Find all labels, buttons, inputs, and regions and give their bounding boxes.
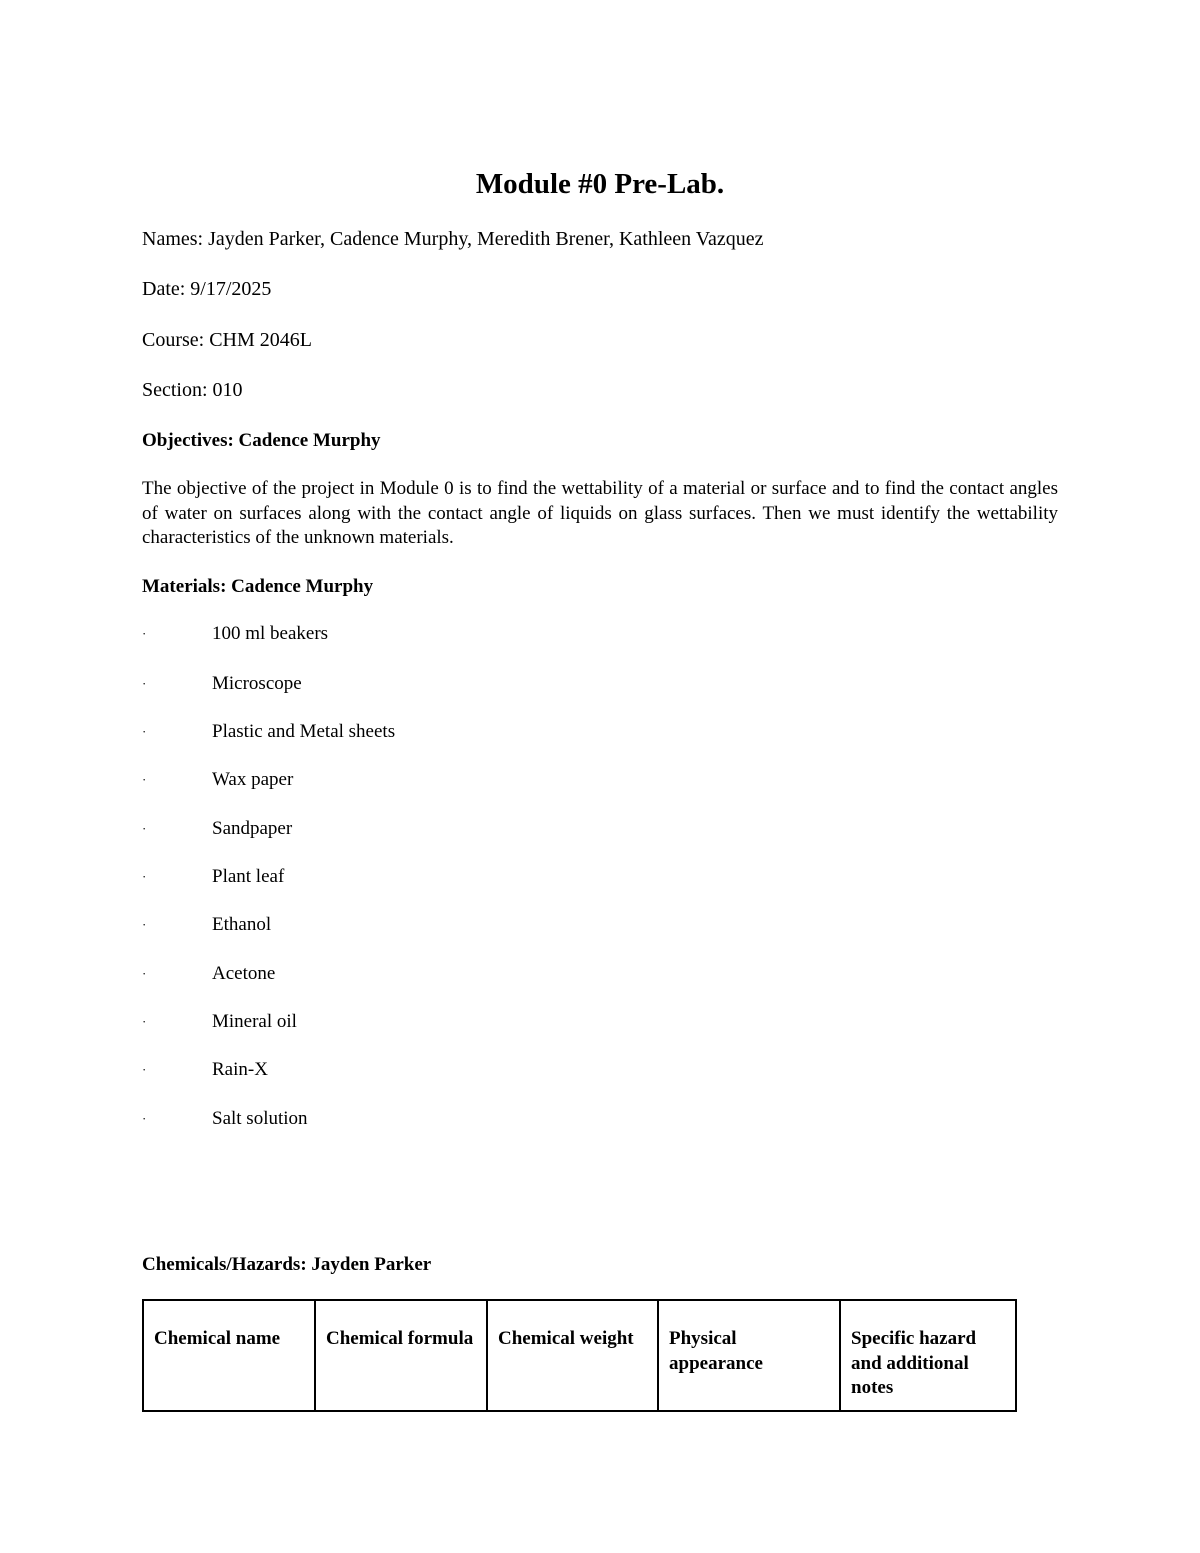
list-item: [142, 622, 328, 646]
list-item: [142, 768, 293, 792]
list-item-label: Salt solution: [212, 1108, 308, 1129]
section-line: Section: 010: [142, 379, 243, 401]
list-item: [142, 865, 284, 889]
list-item: [142, 1107, 308, 1131]
list-item: [142, 672, 302, 696]
column-header-physical-appearance: Physical appearance: [658, 1300, 840, 1411]
page-title: Module #0 Pre-Lab.: [475, 168, 725, 200]
list-item: [142, 962, 275, 986]
column-header-specific-hazard: Specific hazard and additional notes: [840, 1300, 1016, 1411]
bullet-icon: ·: [142, 821, 147, 836]
bullet-icon: ·: [142, 869, 147, 884]
list-item: [142, 913, 271, 937]
materials-heading: Materials: Cadence Murphy: [142, 576, 374, 597]
chemicals-heading: Chemicals/Hazards: Jayden Parker: [142, 1254, 432, 1275]
objectives-paragraph: The objective of the project in Module 0 is to find the wettability of a material or surface and to find the contact angles of water on surfaces along with the contact angle of liquids on glass surfaces. Then we must identify the wettability characteristics of the unknown materials.: [142, 478, 1058, 548]
list-item-label: 100 ml beakers: [212, 623, 329, 644]
list-item-label: Rain-X: [212, 1059, 268, 1080]
column-header-chemical-name: Chemical name: [143, 1300, 315, 1411]
list-item-label: Ethanol: [212, 914, 272, 935]
bullet-icon: ·: [142, 772, 147, 787]
list-item-label: Plant leaf: [212, 866, 285, 887]
column-header-chemical-formula: Chemical formula: [315, 1300, 487, 1411]
bullet-icon: ·: [142, 1111, 147, 1126]
bullet-icon: ·: [142, 626, 147, 641]
date-line: Date: 9/17/2025: [142, 278, 272, 300]
bullet-icon: ·: [142, 676, 147, 691]
list-item-label: Wax paper: [212, 769, 294, 790]
chemicals-table: [142, 1299, 1017, 1412]
list-item-label: Acetone: [212, 963, 276, 984]
list-item: [142, 720, 395, 744]
bullet-icon: ·: [142, 1062, 147, 1077]
bullet-icon: ·: [142, 917, 147, 932]
list-item-label: Sandpaper: [212, 818, 293, 839]
list-item: [142, 817, 292, 841]
bullet-icon: ·: [142, 724, 147, 739]
list-item: [142, 1058, 268, 1082]
bullet-icon: ·: [142, 966, 147, 981]
bullet-icon: ·: [142, 1014, 147, 1029]
objectives-heading: Objectives: Cadence Murphy: [142, 430, 381, 451]
list-item: [142, 1010, 297, 1034]
course-line: Course: CHM 2046L: [142, 329, 312, 351]
list-item-label: Microscope: [212, 673, 302, 694]
names-line: Names: Jayden Parker, Cadence Murphy, Meredith Brener, Kathleen Vazquez: [142, 228, 764, 250]
table-header-row: [143, 1300, 1016, 1411]
column-header-chemical-weight: Chemical weight: [487, 1300, 658, 1411]
list-item-label: Plastic and Metal sheets: [212, 721, 396, 742]
list-item-label: Mineral oil: [212, 1011, 297, 1032]
